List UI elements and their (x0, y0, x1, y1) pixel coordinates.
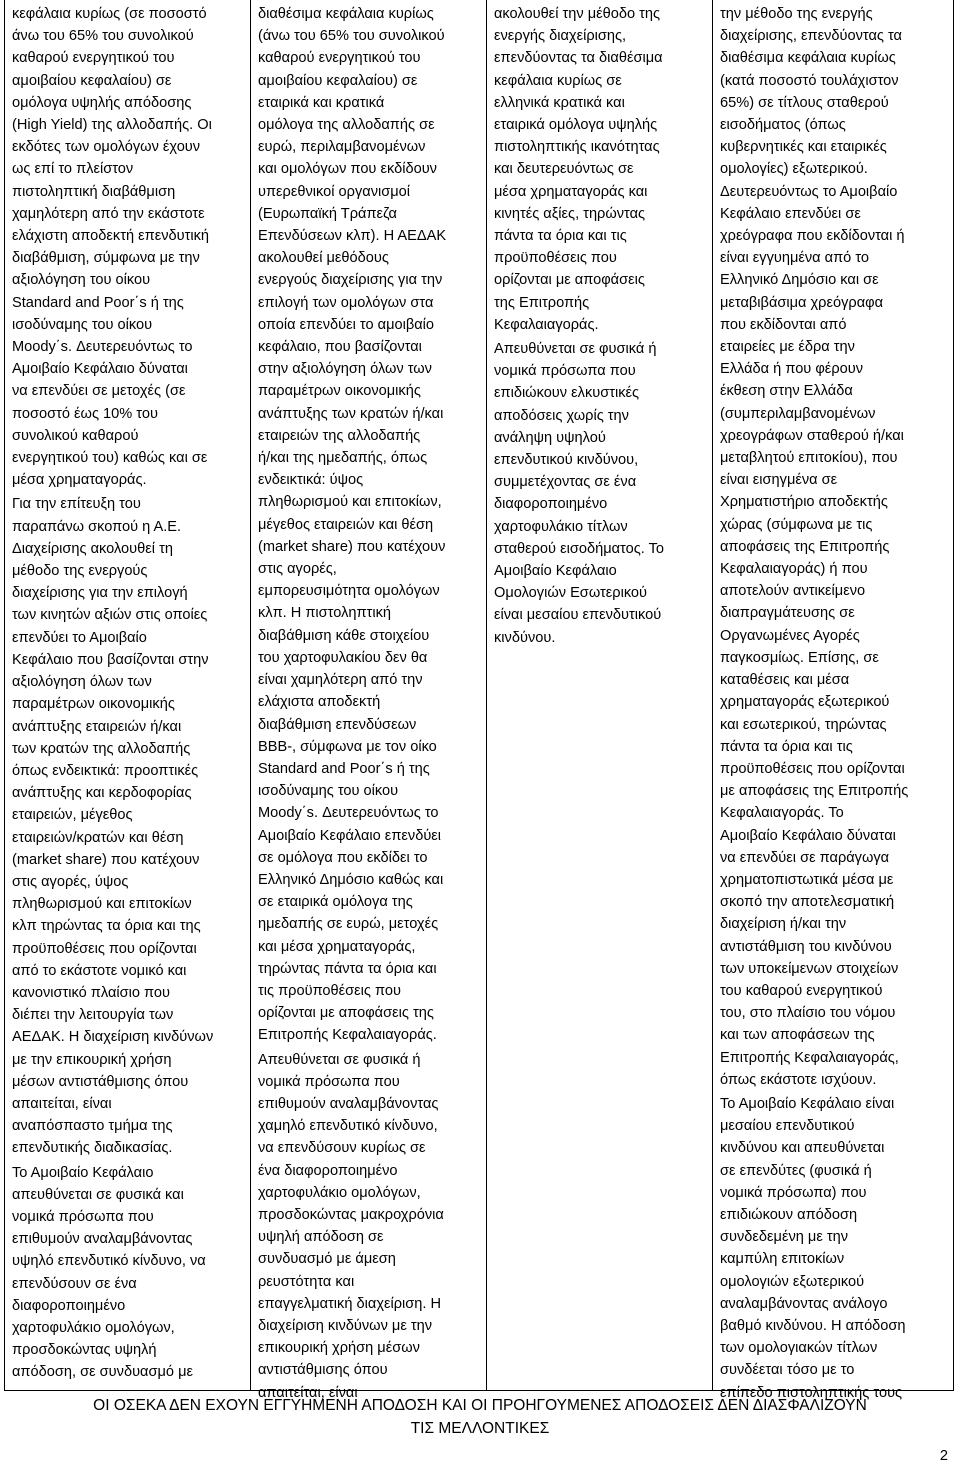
column-3-paragraph: ακολουθεί την μέθοδο της ενεργής διαχείρισης, επενδύοντας τα διαθέσιμα κεφάλαια κυρίως σε ελληνικά κρατικά και εταιρικά ομόλογα υψηλής πιστοληπτικής ικανότητας και δευτερευόντως σε μέσα χρηματαγοράς και κινητές αξίες, τηρώντας πάντα τα όρια και τις προϋποθέσεις που ορίζονται με αποφάσεις της Επιτροπής Κεφαλαιαγοράς. (494, 6, 663, 333)
column-2-paragraph: διαθέσιμα κεφάλαια κυρίως (άνω του 65% του συνολικού καθαρού ενεργητικού του αμοιβαίου κεφαλαίου) σε εταιρικά και κρατικά ομόλογα της αλλοδαπής σε ευρώ, περιλαμβανομένων και ομολόγων που εκδίδουν υπερεθνικοί οργανισμοί (Ευρωπαϊκή Τράπεζα Επενδύσεων κλπ). Η ΑΕΔΑΚ ακολουθεί μεθόδους ενεργούς διαχείρισης για την επιλογή των ομολόγων στα οποία επενδύει το αμοιβαίο κεφάλαιο, που βασίζονται στην αξιολόγηση όλων των παραμέτρων οικονομικής ανάπτυξης των κρατών ή/και εταιρειών της αλλοδαπής ή/και της ημεδαπής, όπως ενδεικτικά: ύψος πληθωρισμού και επιτοκίων, μέγεθος εταιρειών και θέση (market share) που κατέχουν στις αγορές, εμπορευσιμότητα ομολόγων κλπ. Η πιστοληπτική διαβάθμιση κάθε στοιχείου του χαρτοφυλακίου δεν θα είναι χαμηλότερη από την ελάχιστα αποδεκτή διαβάθμιση επενδύσεων BBB-, σύμφωνα με τον οίκο Standard and Poor΄s ή της ισοδύναμης του οίκου Moody΄s. Δευτερευόντως το Αμοιβαίο Κεφάλαιο επενδύει σε ομόλογα που εκδίδει το Ελληνικό Δημόσιο καθώς και σε εταιρικά ομόλογα της ημεδαπής σε ευρώ, μετοχές και μέσα χρηματαγοράς, τηρώντας πάντα τα όρια και τις προϋποθέσεις που ορίζονται με αποφάσεις της Επιτροπής Κεφαλαιαγοράς. (258, 6, 447, 1044)
column-4-paragraph: την μέθοδο της ενεργής διαχείρισης, επενδύοντας τα διαθέσιμα κεφάλαια κυρίως (κατά ποσοστό τουλάχιστον 65%) σε τίτλους σταθερού εισοδήματος (όπως κυβερνητικές και εταιρικές ομολογίες) εξωτερικού. Δευτερευόντως το Αμοιβαίο Κεφάλαιο επενδύει σε χρεόγραφα που εκδίδονται ή είναι εγγυημένα από το Ελληνικό Δημόσιο και σε μεταβιβάσιμα χρεόγραφα που εκδίδονται από εταιρείες με έδρα την Ελλάδα ή που φέρουν έκθεση στην Ελλάδα (συμπεριλαμβανομένων χρεογράφων σταθερού ή/και μεταβλητού επιτοκίου), που είναι εισηγμένα σε Χρηματιστήριο αποδεκτής χώρας (σύμφωνα με τις αποφάσεις της Επιτροπής Κεφαλαιαγοράς) ή που αποτελούν αντικείμενο διαπραγμάτευσης σε Οργανωμένες Αγορές παγκοσμίως. Επίσης, σε καταθέσεις και μέσα χρηματαγοράς εξωτερικού και εσωτερικού, τηρώντας πάντα τα όρια και τις προϋποθέσεις που ορίζονται με αποφάσεις της Επιτροπής Κεφαλαιαγοράς. Το Αμοιβαίο Κεφάλαιο δύναται να επενδύει σε παράγωγα χρηματοπιστωτικά μέσα με σκοπό την αποτελεσματική διαχείριση ή/και την αντιστάθμιση του κινδύνου των υποκείμενων στοιχείων του καθαρού ενεργητικού του, στο πλαίσιο του νόμου και των αποφάσεων της Επιτροπής Κεφαλαιαγοράς, όπως εκάστοτε ισχύουν. (720, 6, 909, 1088)
column-4-paragraph: Το Αμοιβαίο Κεφάλαιο είναι μεσαίου επενδυτικού κινδύνου και απευθύνεται σε επενδύτες (φυσικά ή νομικά πρόσωπα) που επιδιώκουν απόδοση συνδεδεμένη με την καμπύλη επιτοκίων ομολογιών εξωτερικού αναλαμβάνοντας ανάλογο βαθμό κινδύνου. Η απόδοση των ομολογιακών τίτλων συνδέεται τόσο με το επίπεδο πιστοληπτικής τους (720, 1095, 906, 1401)
column-1-paragraph: Το Αμοιβαίο Κεφάλαιο απευθύνεται σε φυσικά και νομικά πρόσωπα που επιθυμούν αναλαμβάνοντας υψηλό επενδυτικό κίνδυνο, να επενδύσουν σε ένα διαφοροποιημένο χαρτοφυλάκιο ομολόγων, προσδοκώντας υψηλή απόδοση, σε συνδυασμό με (12, 1164, 206, 1381)
column-2-paragraph: Απευθύνεται σε φυσικά ή νομικά πρόσωπα που επιθυμούν αναλαμβάνοντας χαμηλό επενδυτικό κίνδυνο, να επενδύσουν κυρίως σε ένα διαφοροποιημένο χαρτοφυλάκιο ομολόγων, προσδοκώντας μακροχρόνια υψηλή απόδοση σε συνδυασμό με άμεση ρευστότητα και επαγγελματική διαχείριση. Η διαχείριση κινδύνων με την επικουρική χρήση μέσων αντιστάθμισης όπου απαιτείται, είναι (258, 1051, 444, 1401)
column-3 (487, 0, 713, 1390)
column-4 (713, 0, 953, 1401)
column-3-paragraph: Απευθύνεται σε φυσικά ή νομικά πρόσωπα που επιδιώκουν ελκυστικές αποδόσεις χωρίς την ανάληψη υψηλού επενδυτικού κινδύνου, συμμετέχοντας σε ένα διαφοροποιημένο χαρτοφυλάκιο τίτλων σταθερού εισοδήματος. Το Αμοιβαίο Κεφάλαιο Ομολογιών Εσωτερικού είναι μεσαίου επενδυτικού κινδύνου. (494, 341, 665, 646)
column-1-paragraph: Για την επίτευξη του παραπάνω σκοπού η Α.Ε. Διαχείρισης ακολουθεί τη μέθοδο της ενεργούς διαχείρισης για την επιλογή των κινητών αξιών στις οποίες επενδύει το Αμοιβαίο Κεφάλαιο που βασίζονται στην αξιολόγηση όλων των παραμέτρων οικονομικής ανάπτυξης εταιρειών ή/και των κρατών της αλλοδαπής όπως ενδεικτικά: προοπτικές ανάπτυξης και κερδοφορίας εταιρειών, μέγεθος εταιρειών/κρατών και θέση (market share) που κατέχουν στις αγορές, ύψος πληθωρισμού και επιτοκίων κλπ τηρώντας τα όρια και της προϋποθέσεις που ορίζονται από το εκάστοτε νομικό και κανονιστικό πλαίσιο που διέπει την λειτουργία των ΑΕΔΑΚ. Η διαχείριση κινδύνων με την επικουρική χρήση μέσων αντιστάθμισης όπου απαιτείται, είναι αναπόσπαστο τμήμα της επενδυτικής διαδικασίας. (12, 496, 214, 1157)
fund-description-table (4, 0, 954, 1401)
column-2 (251, 0, 487, 1401)
column-1 (5, 0, 251, 1390)
column-1-paragraph: κεφάλαια κυρίως (σε ποσοστό άνω του 65% του συνολικού καθαρού ενεργητικού του αμοιβαίου κεφαλαίου) σε ομόλογα υψηλής απόδοσης (High Yield) της αλλοδαπής. Οι εκδότες των ομολόγων έχουν ως επί το πλείστον πιστοληπτική διαβάθμιση χαμηλότερη από την εκάστοτε ελάχιστη αποδεκτή επενδυτική διαβάθμιση, σύμφωνα με την αξιολόγηση του οίκου Standard and Poor΄s ή της ισοδύναμης του οίκου Moody΄s. Δευτερευόντως το Αμοιβαίο Κεφάλαιο δύναται να επενδύει σε μετοχές (σε ποσοστό έως 10% του συνολικού καθαρού ενεργητικού του) καθώς και σε μέσα χρηματαγοράς. (12, 6, 212, 489)
disclaimer-footer: ΟΙ ΟΣΕΚΑ ΔΕΝ ΕΧΟΥΝ ΕΓΓΥΗΜΕΝΗ ΑΠΟΔΟΣΗ ΚΑΙ ΟΙ ΠΡΟΗΓΟΥΜΕΝΕΣ ΑΠΟΔΟΣΕΙΣ ΔΕΝ ΔΙΑΣΦΑΛΙΖΟΥΝ ΤΙΣ ΜΕΛΛΟΝΤΙΚΕΣ (93, 1397, 867, 1437)
page-number: 2 (939, 1448, 948, 1464)
